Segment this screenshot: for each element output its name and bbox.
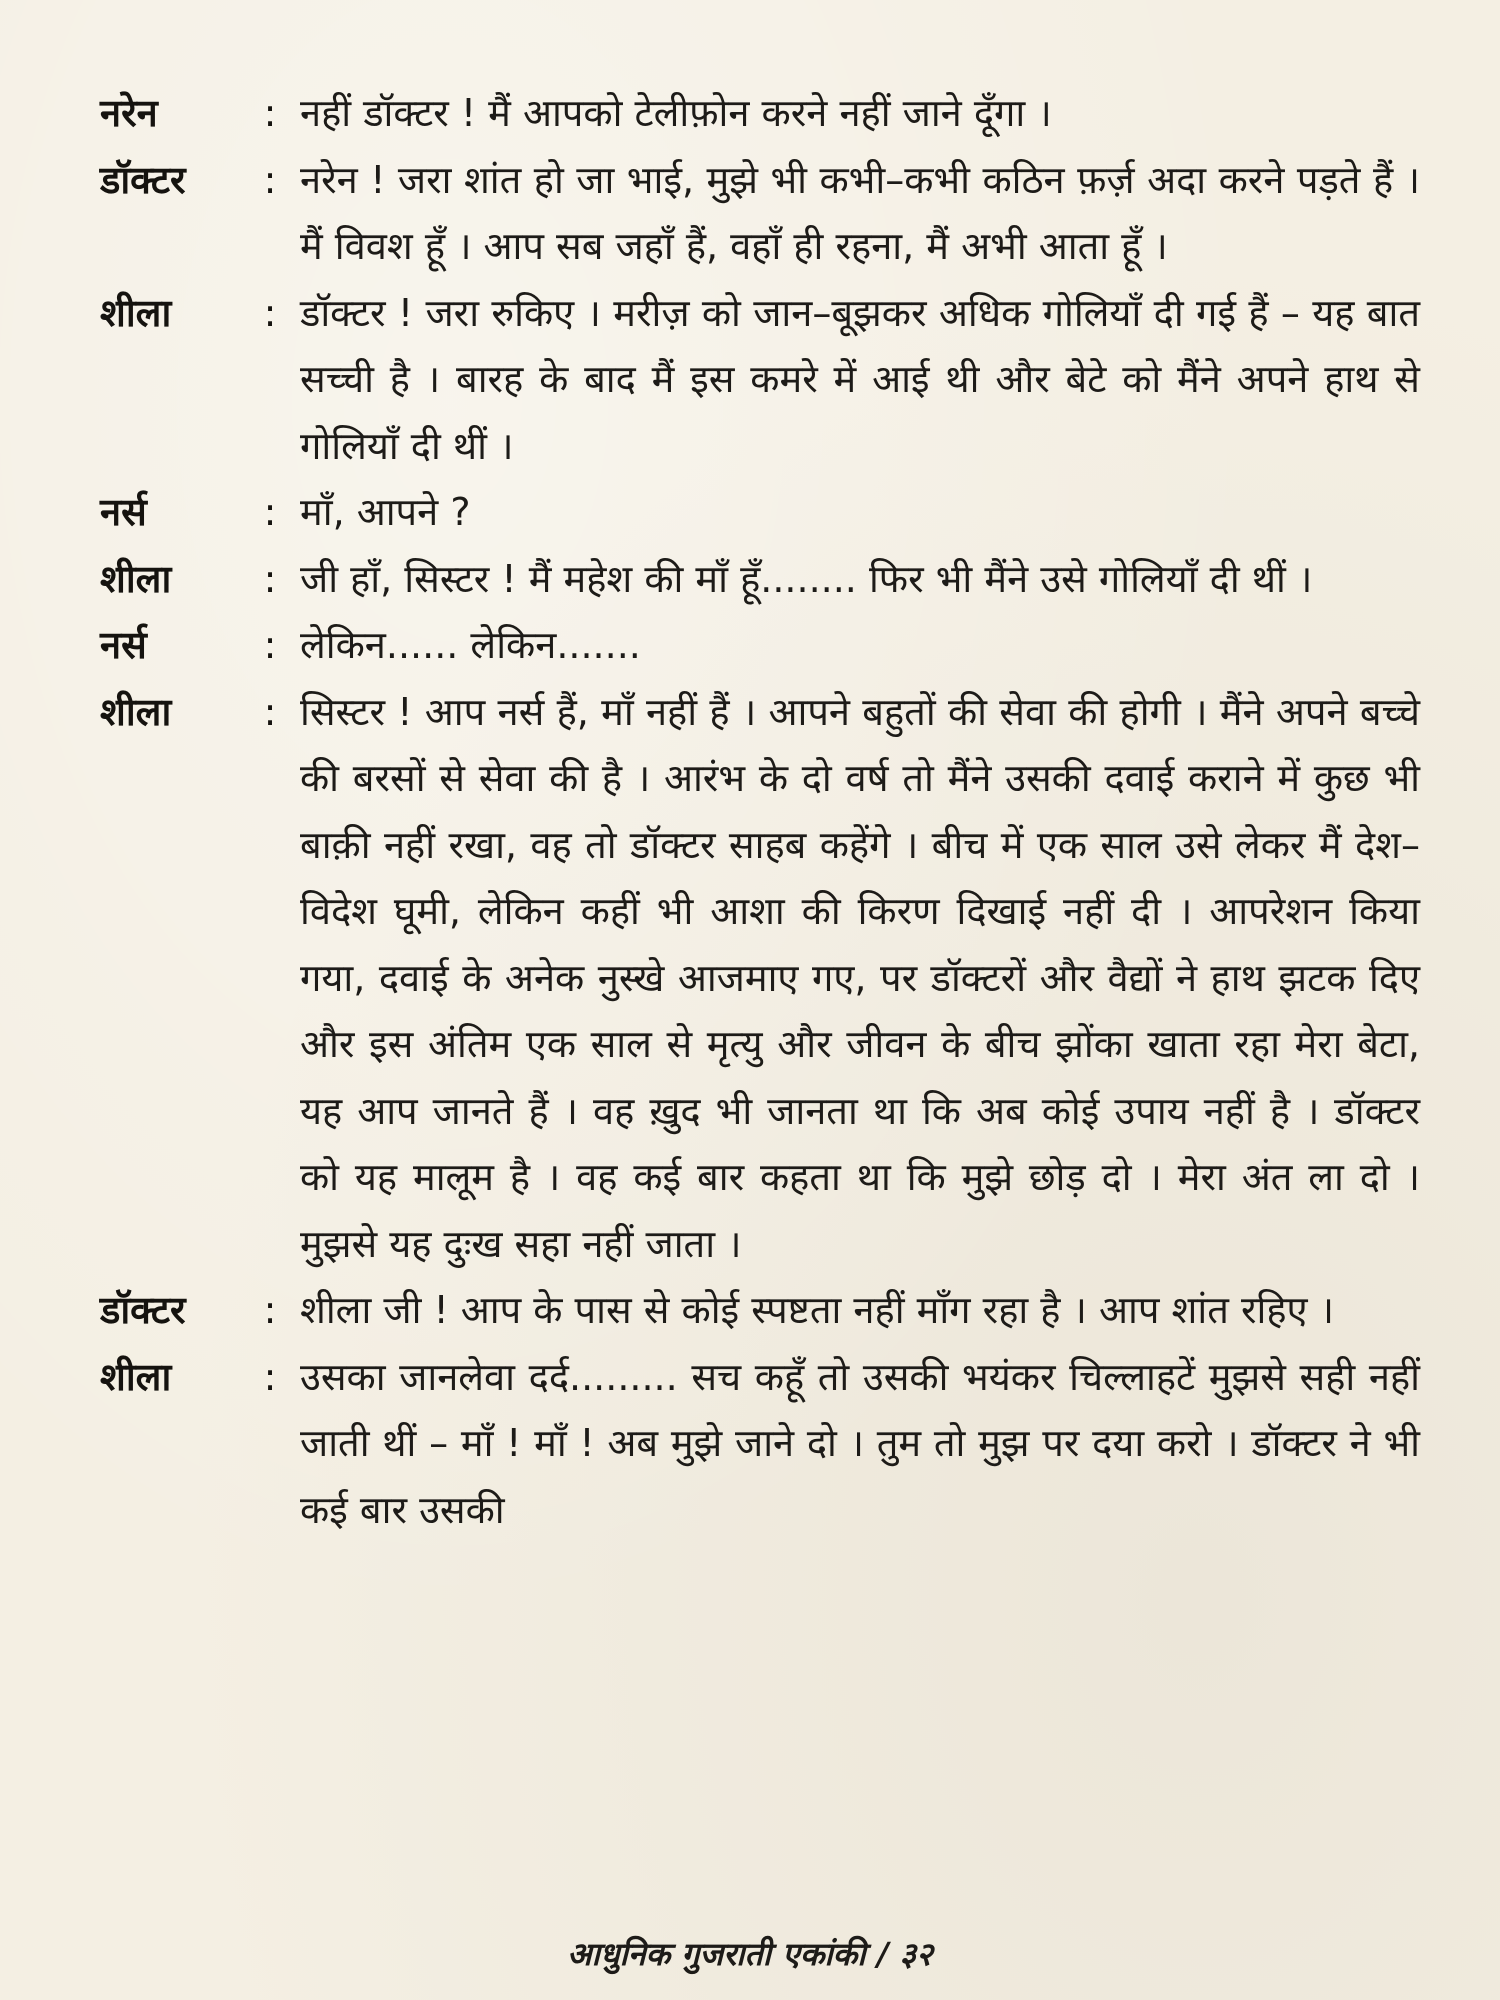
speech-text: नहीं डॉक्टर ! मैं आपको टेलीफ़ोन करने नहीं जाने दूँगा । (300, 91, 1052, 135)
speaker-name: डॉक्टर (100, 1288, 186, 1332)
speech-text: माँ, आपने ? (300, 490, 471, 534)
dialogue-entry (100, 479, 1420, 546)
speaker-colon: : (263, 290, 277, 335)
dialogue-entry (100, 546, 1420, 613)
speaker-name: शीला (100, 1354, 172, 1399)
speaker-colon: : (263, 490, 277, 534)
speaker-name: शीला (100, 689, 172, 734)
dialogue-entry (100, 1344, 1420, 1544)
speaker-name: डॉक्टर (100, 157, 186, 202)
speech-text: लेकिन...... लेकिन....... (300, 623, 641, 667)
speech-text: नरेन ! जरा शांत हो जा भाई, मुझे भी कभी–कभी कठिन फ़र्ज़ अदा करने पड़ते हैं । मैं विवश हूँ । आप सब जहाँ हैं, वहाँ ही रहना, मैं अभी आता हूँ । (300, 157, 1420, 268)
speaker-colon: : (263, 91, 277, 135)
speaker-colon: : (263, 1288, 277, 1332)
speaker-name: शीला (100, 556, 172, 601)
dialogue-entry (100, 280, 1420, 480)
speech-text: उसका जानलेवा दर्द......... सच कहूँ तो उसकी भयंकर चिल्लाहटें मुझसे सही नहीं जाती थीं – माँ ! माँ ! अब मुझे जाने दो । तुम तो मुझ पर दया करो । डॉक्टर ने भी कई बार उसकी (300, 1354, 1420, 1532)
speech-text: जी हाँ, सिस्टर ! मैं महेश की माँ हूँ........ फिर भी मैंने उसे गोलियाँ दी थीं । (300, 556, 1313, 601)
speaker-colon: : (263, 157, 277, 202)
speaker-colon: : (263, 556, 277, 601)
dialogue-entry (100, 80, 1420, 147)
dialogue-entry (100, 147, 1420, 280)
dialogue-entry (100, 679, 1420, 1278)
page-footer: आधुनिक गुजराती एकांकी / ३२ (567, 1935, 933, 1973)
dialogue-entry (100, 612, 1420, 679)
speech-text: सिस्टर ! आप नर्स हैं, माँ नहीं हैं । आपने बहुतों की सेवा की होगी । मैंने अपने बच्चे की बरसों से सेवा की है । आरंभ के दो वर्ष तो मैंने उसकी दवाई कराने में कुछ भी बाक़ी नहीं रखा, वह तो डॉक्टर साहब कहेंगे । बीच में एक साल उसे लेकर मैं देश–विदेश घूमी, लेकिन कहीं भी आशा की किरण दिखाई नहीं दी । आपरेशन किया गया, दवाई के अनेक नुस्खे आजमाए गए, पर डॉक्टरों और वैद्यों ने हाथ झटक दिए और इस अंतिम एक साल से मृत्यु और जीवन के बीच झोंका खाता रहा मेरा बेटा, यह आप जानते हैं । वह ख़ुद भी जानता था कि अब कोई उपाय नहीं है । डॉक्टर को यह मालूम है । वह कई बार कहता था कि मुझे छोड़ दो । मेरा अंत ला दो । मुझसे यह दुःख सहा नहीं जाता । (300, 689, 1420, 1266)
speaker-name: नर्स (100, 623, 147, 667)
speaker-colon: : (263, 1354, 277, 1399)
speaker-colon: : (263, 689, 277, 734)
speaker-colon: : (263, 623, 277, 667)
speech-text: शीला जी ! आप के पास से कोई स्पष्टता नहीं माँग रहा है । आप शांत रहिए । (300, 1288, 1335, 1332)
dialogue-block (100, 80, 1420, 1543)
speaker-name: नरेन (100, 91, 158, 135)
dialogue-entry (100, 1277, 1420, 1344)
speaker-name: शीला (100, 290, 172, 335)
speaker-name: नर्स (100, 490, 147, 534)
speech-text: डॉक्टर ! जरा रुकिए । मरीज़ को जान–बूझकर अधिक गोलियाँ दी गई हैं – यह बात सच्ची है । बारह के बाद मैं इस कमरे में आई थी और बेटे को मैंने अपने हाथ से गोलियाँ दी थीं । (300, 290, 1420, 468)
